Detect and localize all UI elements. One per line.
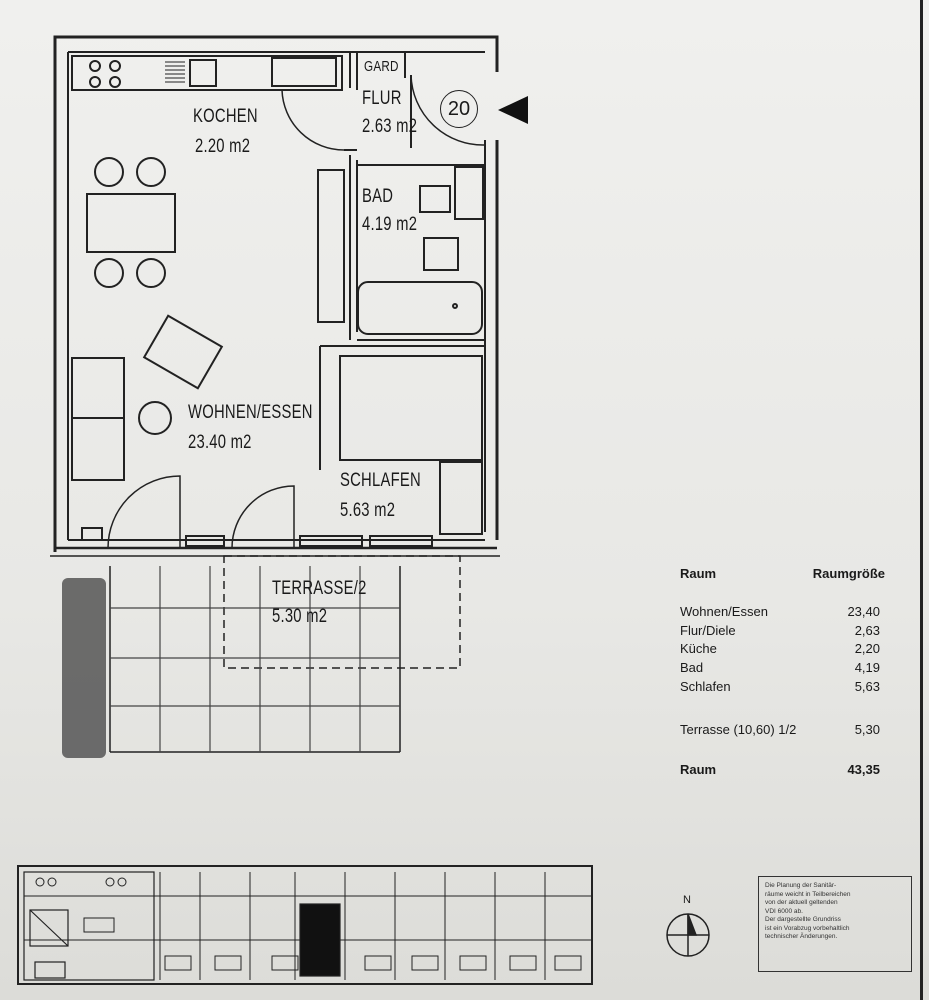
chair — [137, 259, 165, 287]
site-overview-plan — [18, 866, 592, 984]
compass-north-label: N — [683, 894, 691, 906]
stove-burner — [110, 77, 120, 87]
stove-burner — [90, 61, 100, 71]
row-name: Raum — [680, 762, 717, 777]
stove-burner — [90, 77, 100, 87]
bed — [340, 356, 482, 460]
note-line: räume weicht in Teilbereichen — [765, 890, 851, 898]
row-value: 5,30 — [854, 722, 880, 737]
note-line: Der dargestellte Grundriss — [765, 916, 841, 923]
table-header — [680, 566, 885, 581]
chair — [137, 158, 165, 186]
terrace-door-swing — [232, 486, 294, 548]
row-value: 4,19 — [854, 660, 880, 675]
room-label-schlafen: SCHLAFEN — [340, 470, 421, 491]
kitchen-sink — [190, 60, 216, 86]
row-value: 43,35 — [847, 762, 880, 777]
row-value: 5,63 — [854, 679, 880, 694]
room-area-wohnen: 23.40 m2 — [188, 432, 252, 453]
compass-icon — [667, 914, 709, 956]
wardrobe — [440, 462, 482, 534]
room-label-wohnen: WOHNEN/ESSEN — [188, 402, 313, 423]
stove-burner — [110, 61, 120, 71]
room-label-terrasse: TERRASSE/2 — [272, 578, 367, 599]
row-name: Wohnen/Essen — [680, 604, 768, 619]
room-label-kochen: KOCHEN — [193, 106, 258, 127]
row-name: Terrasse (10,60) 1/2 — [680, 722, 797, 737]
chair — [95, 259, 123, 287]
note-line: Die Planung der Sanitär- — [765, 882, 837, 889]
dining-table — [87, 194, 175, 252]
stairwell-block — [300, 904, 340, 976]
table-row-terrace — [680, 722, 880, 737]
chair — [95, 158, 123, 186]
row-name: Schlafen — [680, 679, 731, 694]
note-line: ist ein Vorabzug vorbehaltlich — [765, 924, 850, 932]
table-header-size: Raumgröße — [812, 566, 885, 581]
table-row — [680, 604, 880, 619]
row-value: 2,63 — [854, 623, 880, 638]
bath-cabinet — [424, 238, 458, 270]
room-area-schlafen: 5.63 m2 — [340, 500, 396, 521]
row-value: 23,40 — [847, 604, 880, 619]
entrance-arrow-icon — [498, 96, 528, 124]
room-label-gard: GARD — [364, 58, 399, 75]
row-name: Flur/Diele — [680, 623, 736, 638]
bathtub — [358, 282, 482, 334]
washbasin — [455, 167, 483, 219]
terrace-door-swing — [108, 476, 180, 548]
side-table — [139, 402, 171, 434]
table-row — [680, 641, 880, 656]
room-area-bad: 4.19 m2 — [362, 214, 418, 235]
room-label-bad: BAD — [362, 186, 394, 207]
armchair — [144, 316, 222, 389]
table-row — [680, 623, 880, 638]
toilet — [420, 186, 450, 212]
note-line: VDI 6000 ab. — [765, 907, 803, 915]
table-row — [680, 679, 880, 694]
disclaimer-note — [758, 876, 912, 972]
row-name: Küche — [680, 641, 717, 656]
table-row — [680, 660, 880, 675]
room-area-terrasse: 5.30 m2 — [272, 606, 328, 627]
room-area-flur: 2.63 m2 — [362, 116, 418, 137]
outer-wall — [55, 37, 497, 552]
note-line: technischer Änderungen. — [765, 933, 838, 940]
row-name: Bad — [680, 660, 704, 675]
row-value: 2,20 — [854, 641, 880, 656]
kitchen-door-swing — [282, 90, 344, 150]
cabinet — [318, 170, 344, 322]
table-row-total — [680, 762, 880, 777]
note-line: von der aktuell geltenden — [765, 899, 838, 906]
room-area-kochen: 2.20 m2 — [195, 136, 251, 157]
fridge — [272, 58, 336, 86]
table-header-room: Raum — [680, 566, 717, 581]
marker-smudge — [62, 578, 106, 758]
unit-number-badge: 20 — [440, 90, 478, 128]
room-label-flur: FLUR — [362, 88, 402, 109]
